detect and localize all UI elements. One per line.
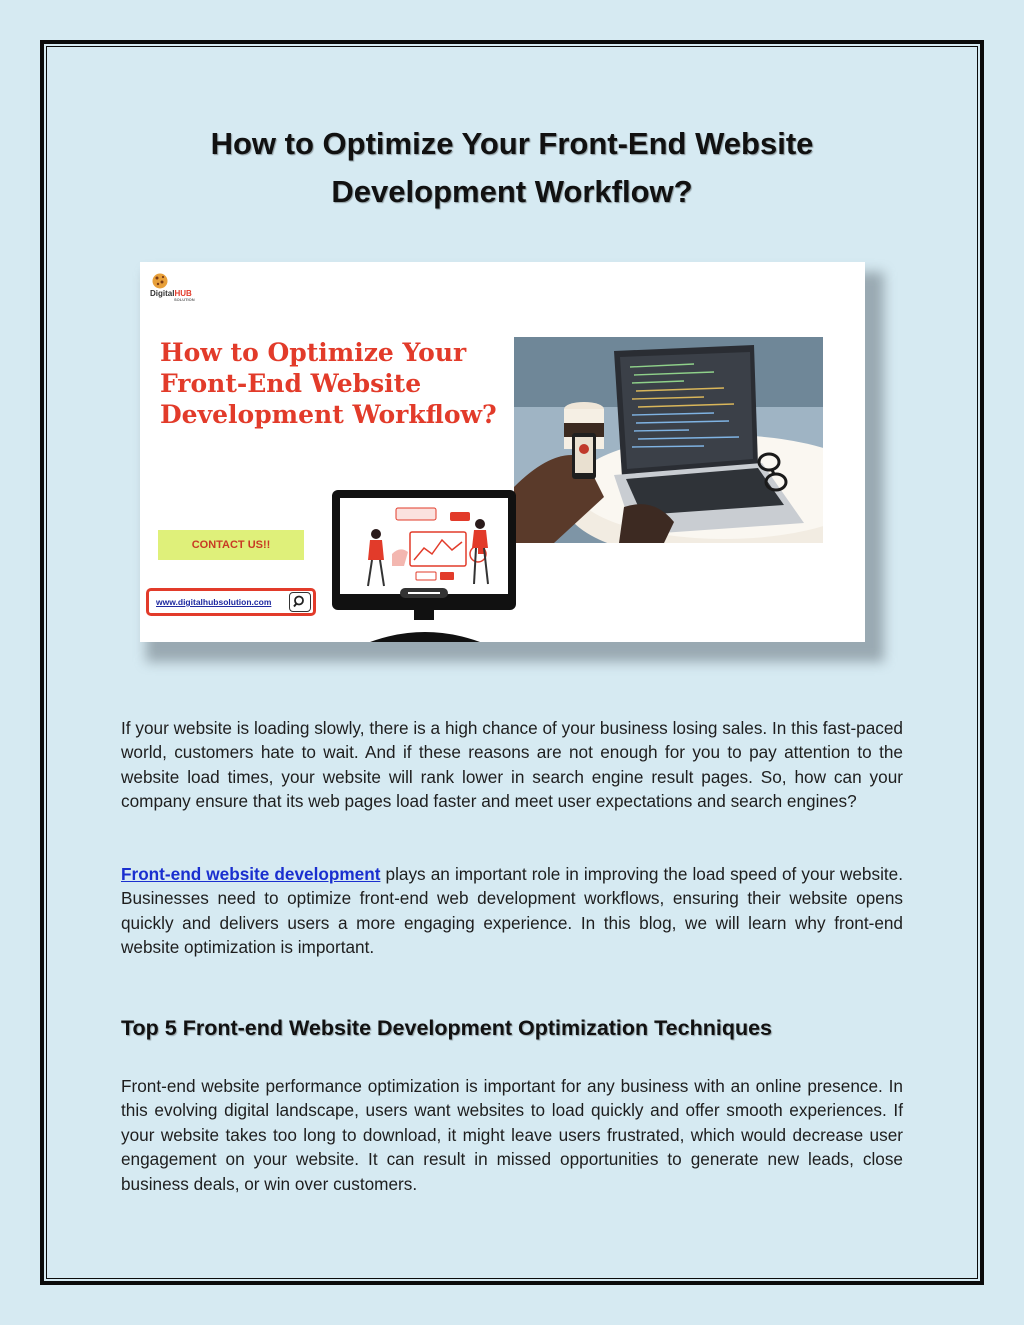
- second-paragraph-text: plays an important role in improving the load speed of your website. Businesses need to optimize front-end web development workflows, ensuring their website opens quickly and delivers users a more engaging experience. In this blog, we will learn why front-end website optimization is important.: [121, 864, 903, 958]
- document-title: How to Optimize Your Front-End Website Development Workflow?: [210, 126, 814, 209]
- website-url-box[interactable]: [146, 588, 316, 616]
- website-url-link[interactable]: www.digitalhubsolution.com: [156, 597, 272, 607]
- logo-cookie-icon: [150, 272, 170, 290]
- banner-heading: How to Optimize Your Front-End Website Development Workflow?: [160, 338, 497, 429]
- digitalhub-logo: [146, 272, 206, 304]
- hero-banner-image: [140, 262, 865, 642]
- search-icon[interactable]: [289, 592, 311, 612]
- laptop-photo: [514, 337, 823, 543]
- section-heading: Top 5 Front-end Website Development Optimization Techniques: [121, 1016, 773, 1040]
- monitor-illustration: [330, 488, 520, 642]
- intro-paragraph: If your website is loading slowly, there is a high chance of your business losing sales. In this fast-paced world, customers hate to wait. And if these reasons are not enough for you to pay attention to the website load times, your website will rank lower in search engine result pages. So, how can your company ensure that its web pages load faster and meet user expectations and search engines?: [121, 718, 903, 812]
- contact-us-button[interactable]: CONTACT US!!: [158, 530, 304, 560]
- logo-wordmark: DigitalHUB SOLUTION: [150, 289, 195, 302]
- section-paragraph: Front-end website performance optimization is important for any business with an online presence. In this evolving digital landscape, users want websites to load quickly and offer smooth experiences. If your website takes too long to download, it might leave users frustrated, which would decrease user engagement on your website. It can result in missed opportunities to generate new leads, close business deals, or win over customers.: [121, 1076, 903, 1194]
- front-end-development-link[interactable]: Front-end website development: [121, 864, 381, 884]
- second-paragraph: [121, 862, 903, 960]
